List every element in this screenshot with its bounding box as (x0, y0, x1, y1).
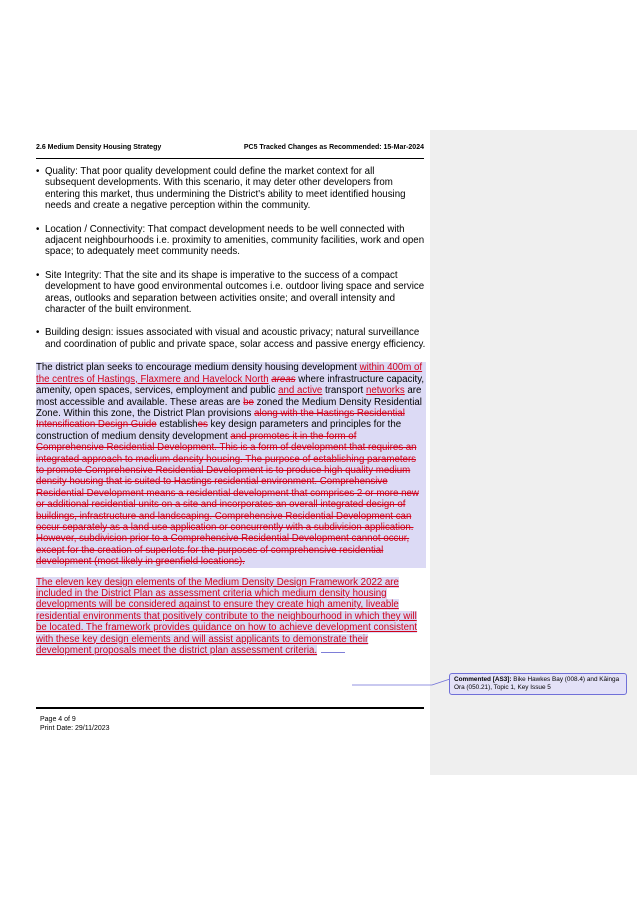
text-run: zoned the Medium Density Residential Zone. Within this zone, the District Plan provisions (36, 396, 422, 419)
bullet-site-integrity: • Site Integrity: That the site and its shape is imperative to the success of a compact development to have good environmental outcomes i.e. outdoor living space and service areas, outlooks and separation between activities onsite; and overall intensity and character of the built environment. (36, 270, 426, 316)
comment-text: Bike Hawkes Bay (008.4) and Kāinga Ora (050.21), Topic 1, Key Issue 5 (454, 676, 620, 691)
comment-anchor[interactable] (321, 645, 345, 653)
text-run: are most accessible and available. These areas are (36, 385, 422, 408)
bullet-location-connectivity: • Location / Connectivity: That compact development needs to be well connected with adjacent neighbourhoods i.e. proximity to amenities, community facilities, work and open space; to adequately meet community needs. (36, 224, 426, 258)
text-run: transport (322, 385, 366, 397)
paragraph-district-plan (36, 362, 426, 567)
header-section-title: 2.6 Medium Density Housing Strategy (36, 144, 162, 151)
print-date: Print Date: 29/11/2023 (40, 724, 110, 732)
comment-author: Commented [AS3]: (454, 676, 512, 683)
page-header (36, 144, 424, 151)
document-body[interactable] (36, 166, 426, 656)
footer-rule (36, 707, 424, 709)
bullet-quality: • Quality: That poor quality development could define the market context for all subsequent developments. With this scenario, it may deter other developers from entering this market, thus undermining the District's ability to meet identified housing needs and create a negative perception within the community. (36, 166, 426, 212)
page-footer (40, 716, 110, 733)
risk-bullet-list (36, 166, 426, 350)
text-run: establish (156, 419, 198, 431)
paragraph-design-framework (36, 577, 426, 657)
inserted-text[interactable]: The eleven key design elements of the Medium Density Design Framework 2022 are included in the District Plan as assessment criteria which medium density housing developments will be considered against to ensure they create high amenity, liveable residential environments that positively contribute to the neighbourhood in which they will be located. The framework provides guidance on how to achieve development consistent with these key design elements and will assist applicants to demonstrate their development proposals meet the district plan assessment criteria. (36, 576, 418, 657)
header-rule (36, 158, 424, 159)
inserted-text[interactable]: networks (365, 385, 405, 397)
comment-connector (352, 679, 450, 691)
inserted-text[interactable]: and active (278, 385, 323, 397)
comment-balloon[interactable] (449, 673, 627, 695)
text-run: The district plan seeks to encourage medium density housing development (36, 362, 360, 374)
deleted-text[interactable]: and promotes it in the form of Comprehensive Residential Development. This is a form of development that requires an integrated approach to medium density housing. The purpose of establishing parameters to promote Comprehensive Residential Development is to produce high quality medium density housing that is suited to Hastings residential environment. Comprehensive Residential Development means a residential development that comprises 2 or more new or additional residential units on a site and incorporates an overall integrated design of buildings, infrastructure and landscaping. Comprehensive Residential Development can occur separately as a land use application or concurrently with a subdivision application. However, subdivision prior to a Comprehensive Residential Development cannot occur, except for the creation of superlots for the purposes of comprehensive residential development (most likely in greenfield locations). (36, 430, 419, 568)
deleted-text[interactable]: es (197, 419, 208, 431)
text-run: where infrastructure capacity, amenity, open spaces, services, employment and public (36, 373, 425, 397)
text-run: key design parameters and principles for the construction of medium density development (36, 419, 402, 442)
header-document-status: PC5 Tracked Changes as Recommended: 15-Mar-2024 (243, 144, 424, 151)
page-number: Page 4 of 9 (40, 716, 76, 723)
deleted-text[interactable]: along with the Hastings Residential Intensification Design Guide (36, 407, 405, 431)
deleted-text[interactable]: areas (271, 373, 296, 385)
bullet-building-design: • Building design: issues associated with visual and acoustic privacy; natural surveillance and coordination of public and private space, solar access and passive energy efficiency. (36, 327, 426, 350)
deleted-text[interactable]: be (243, 396, 254, 408)
inserted-text[interactable]: within 400m of the centres of Hastings, Flaxmere and Havelock North (36, 362, 423, 385)
